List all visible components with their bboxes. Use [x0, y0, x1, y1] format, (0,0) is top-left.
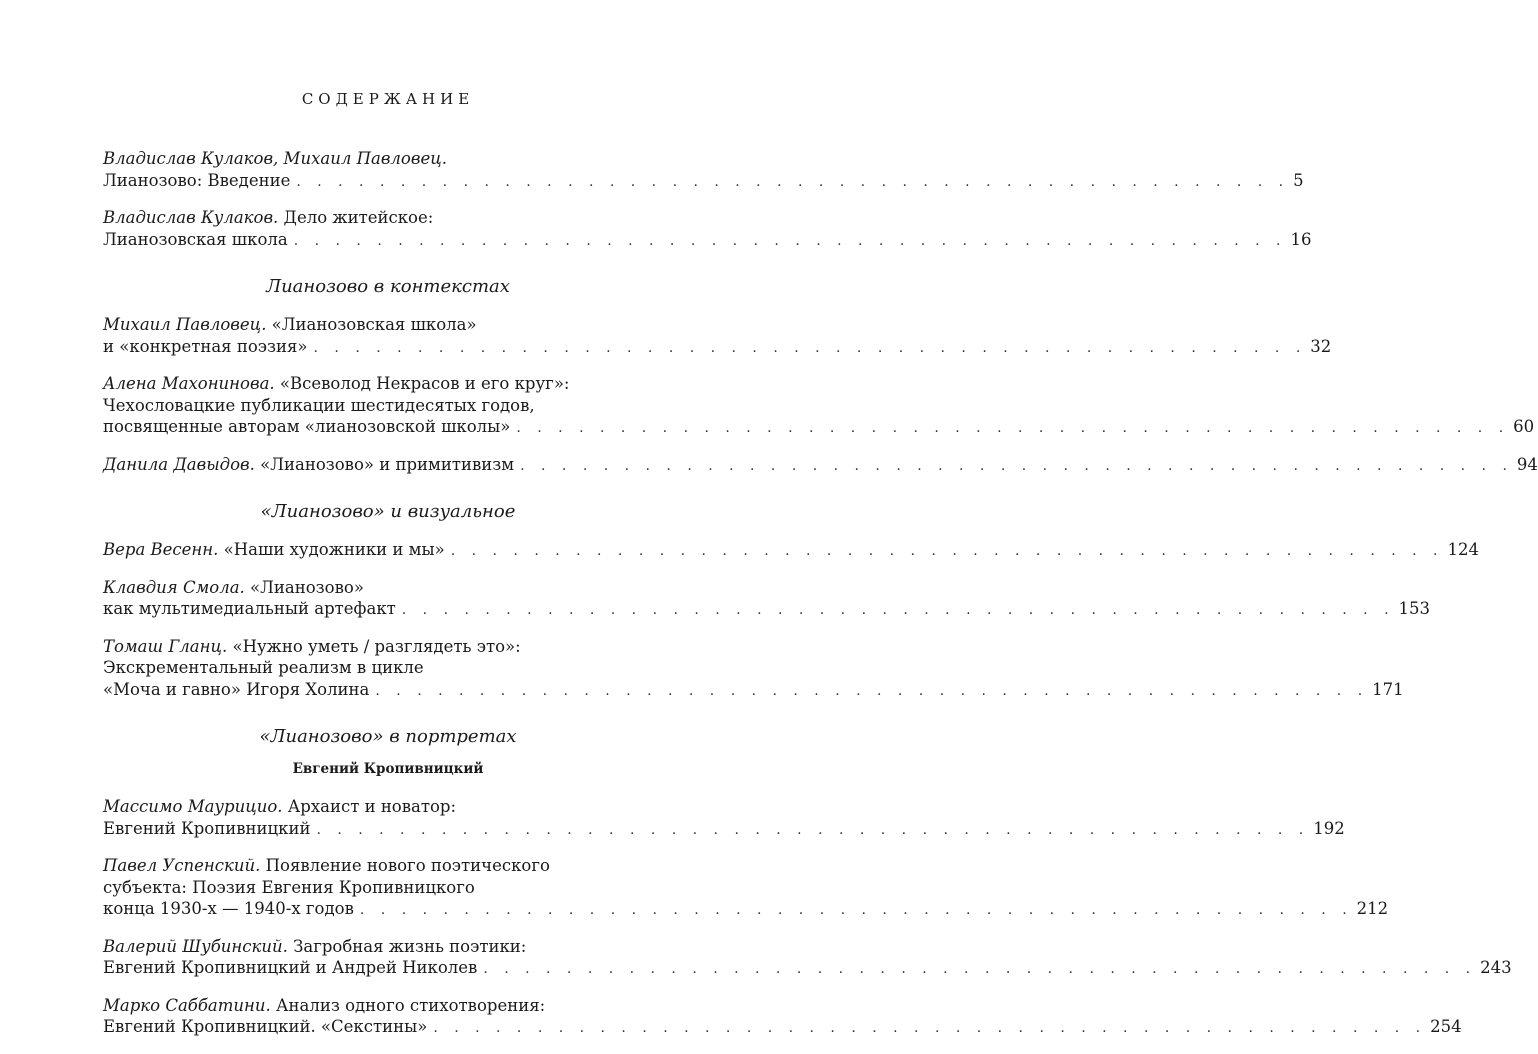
dot-leader: . . . . . . . . . . . . . . . . . . . . . . . . . . . . . . . . . . . . . . . . . . . . . . . . [450, 543, 1444, 559]
entry-author: Алена Махонинова. [103, 374, 275, 393]
dot-leader: . . . . . . . . . . . . . . . . . . . . . . . . . . . . . . . . . . . . . . . . . . . . . . . . [359, 902, 1353, 918]
entry-title: Дело житейское: [278, 208, 434, 227]
entry-title: «Лианозовская школа» [266, 315, 477, 334]
dot-leader: . . . . . . . . . . . . . . . . . . . . . . . . . . . . . . . . . . . . . . . . . . . . . . . . [375, 682, 1369, 699]
entry-title: как мультимедиальный артефакт [103, 599, 396, 618]
entry-title: «Нужно уметь / разглядеть это»: [227, 636, 521, 656]
page-number: 171 [1372, 679, 1404, 699]
entry-title: Анализ одного стихотворения: [270, 995, 546, 1015]
entry-title: Чехословацкие публикации шестидесятых годов, [103, 395, 535, 415]
entry-author: Томаш Гланц. [103, 636, 228, 656]
entry-title: Появление нового поэтического [260, 856, 550, 875]
page-number: 254 [1430, 1017, 1462, 1036]
dot-leader: . . . . . . . . . . . . . . . . . . . . . . . . . . . . . . . . . . . . . . . . . . . . . . . . [516, 420, 1510, 436]
toc-entry[interactable] [103, 539, 1479, 563]
page-number: 243 [1480, 958, 1512, 977]
section-heading: «Лианозово» в портретах [259, 726, 517, 747]
toc-entry[interactable] [103, 995, 1462, 1040]
entry-title: Лианозово: Введение [103, 170, 291, 190]
entry-title: Лианозовская школа [103, 229, 288, 249]
toc-entry[interactable] [103, 796, 1345, 841]
entry-author: Вера Весенн. [103, 540, 219, 559]
dot-leader: . . . . . . . . . . . . . . . . . . . . . . . . . . . . . . . . . . . . . . . . . . . . . . . . [293, 232, 1287, 249]
toc-entry[interactable] [103, 207, 1312, 252]
entry-title: Евгений Кропивницкий и Андрей Николев [103, 958, 478, 977]
entry-author: Марко Саббатини. [103, 995, 271, 1015]
section-heading: Лианозово в контекстах [266, 276, 510, 297]
dot-leader: . . . . . . . . . . . . . . . . . . . . . . . . . . . . . . . . . . . . . . . . . . . . . . . . [401, 602, 1395, 618]
entry-title: Загробная жизнь поэтики: [287, 936, 527, 956]
entry-title: Евгений Кропивницкий. «Секстины» [103, 1017, 428, 1036]
toc-entry[interactable] [103, 636, 1404, 703]
dot-leader: . . . . . . . . . . . . . . . . . . . . . . . . . . . . . . . . . . . . . . . . . . . . . . . . [316, 821, 1310, 838]
entry-author: Павел Успенский. [103, 856, 261, 875]
entry-title: «Наши художники и мы» [218, 540, 445, 559]
page-number: 5 [1293, 170, 1304, 190]
entry-author: Михаил Павловец. [103, 315, 267, 334]
page-number: 153 [1398, 599, 1431, 618]
dot-leader: . . . . . . . . . . . . . . . . . . . . . . . . . . . . . . . . . . . . . . . . . . . . . . . . [433, 1020, 1427, 1036]
entry-author: Валерий Шубинский. [103, 936, 288, 956]
dot-leader: . . . . . . . . . . . . . . . . . . . . . . . . . . . . . . . . . . . . . . . . . . . . . . . . [296, 173, 1290, 190]
entry-author: Клавдия Смола. [103, 577, 245, 597]
dot-leader: . . . . . . . . . . . . . . . . . . . . . . . . . . . . . . . . . . . . . . . . . . . . . . . . [313, 339, 1307, 356]
entry-title: «Лианозово» [244, 577, 364, 597]
entry-title: «Лианозово» и примитивизм [254, 454, 515, 474]
entry-author: Владислав Кулаков. [103, 208, 279, 227]
entry-title: субъекта: Поэзия Евгения Кропивницкого [103, 877, 475, 897]
toc-entry[interactable] [103, 373, 1535, 440]
toc-entry[interactable] [103, 936, 1512, 981]
page-number: 60 [1513, 417, 1535, 436]
entry-title: Архаист и новатор: [282, 797, 457, 816]
dot-leader: . . . . . . . . . . . . . . . . . . . . . . . . . . . . . . . . . . . . . . . . . . . . . . . . [520, 457, 1513, 474]
entry-title: и «конкретная поэзия» [103, 336, 308, 356]
page-number: 16 [1290, 229, 1312, 249]
entry-title: посвященные авторам «лианозовской школы» [103, 417, 511, 436]
toc-entry[interactable] [103, 148, 1304, 193]
toc-entry[interactable] [103, 454, 1538, 478]
page-number: 32 [1310, 336, 1332, 356]
entry-author: Данила Давыдов. [103, 454, 255, 474]
entry-author: Владислав Кулаков, Михаил Павловец. [103, 149, 447, 168]
entry-title: «Моча и гавно» Игоря Холина [103, 679, 370, 699]
toc-entry[interactable] [103, 577, 1431, 622]
entry-title: Экскрементальный реализм в цикле [103, 658, 424, 677]
entry-title: Евгений Кропивницкий [103, 818, 311, 838]
page-number: 212 [1356, 899, 1389, 918]
dot-leader: . . . . . . . . . . . . . . . . . . . . . . . . . . . . . . . . . . . . . . . . . . . . . . . . [483, 961, 1477, 977]
entry-author: Массимо Маурицио. [103, 797, 283, 816]
section-heading: «Лианозово» и визуальное [260, 501, 516, 522]
table-of-contents [103, 148, 1538, 1054]
page-number: 124 [1447, 540, 1479, 559]
page-number: 192 [1313, 818, 1345, 838]
page-title: СОДЕРЖАНИЕ [301, 90, 475, 108]
entry-title: конца 1930-х — 1940-х годов [103, 899, 354, 918]
entry-title: «Всеволод Некрасов и его круг»: [274, 374, 570, 393]
page-number: 94 [1516, 454, 1538, 474]
toc-entry[interactable] [103, 314, 1332, 359]
toc-entry[interactable] [103, 855, 1389, 922]
subsection-heading: Евгений Кропивницкий [292, 761, 484, 777]
